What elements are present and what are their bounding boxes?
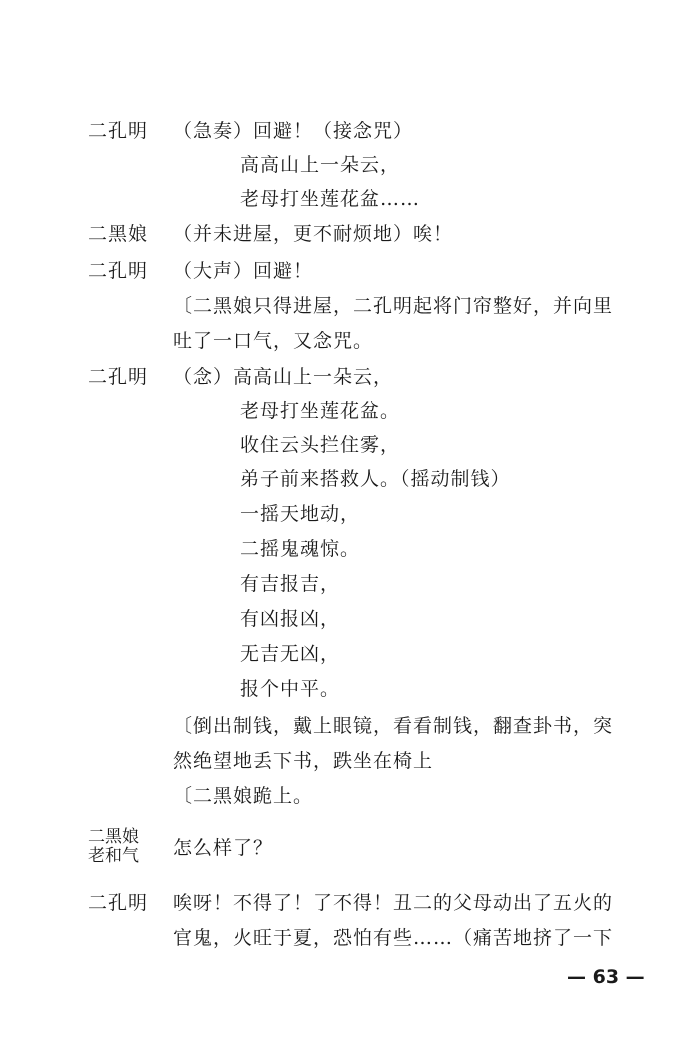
verse-line: 有吉报吉， [240, 573, 341, 595]
dialogue-line: 怎么样了？ [173, 837, 274, 859]
verse-line: 弟子前来搭救人。（摇动制钱） [240, 468, 511, 490]
verse-line: 报个中平。 [240, 678, 341, 700]
dialogue-line: 官鬼，火旺于夏，恐怕有些……（痛苦地挤了一下 [173, 927, 614, 949]
verse-line: 二摇鬼魂惊。 [240, 538, 361, 560]
speaker-name: 二孔明 [88, 366, 149, 388]
verse-line: 有凶报凶， [240, 608, 341, 630]
verse-line: 老母打坐莲花盆。 [240, 400, 401, 422]
verse-line: 老母打坐莲花盆…… [240, 188, 421, 210]
speaker-name: 二孔明 [88, 892, 149, 914]
stage-direction: 〔倒出制钱，戴上眼镜，看看制钱，翻查卦书，突 [173, 715, 614, 737]
verse-line: 收住云头拦住雾， [240, 434, 401, 456]
dialogue-line: （并未进屋，更不耐烦地）唉！ [173, 223, 454, 245]
verse-line: 高高山上一朵云， [240, 154, 401, 176]
stage-direction: 然绝望地丢下书，跌坐在椅上 [173, 750, 434, 772]
verse-line: 无吉无凶， [240, 643, 341, 665]
speaker-name: 二黑娘 [88, 223, 149, 245]
speaker-name: 二孔明 [88, 260, 149, 282]
dialogue-line: （念）高高山上一朵云， [173, 366, 394, 388]
stage-direction: 〔二黑娘只得进屋，二孔明起将门帘整好，并向里 [173, 295, 614, 317]
dialogue-line: （大声）回避！ [173, 260, 314, 282]
stage-direction: 〔二黑娘跪上。 [173, 785, 314, 807]
page-number: — 63 — [567, 966, 645, 988]
speaker-name: 二孔明 [88, 120, 149, 142]
speaker-name: 老和气 [88, 846, 139, 866]
dialogue-line: 唉呀！不得了！了不得！丑二的父母动出了五火的 [173, 892, 614, 914]
speaker-name: 二黑娘 [88, 827, 139, 847]
verse-line: 一摇天地动， [240, 503, 361, 525]
speaker-name-stack [88, 828, 139, 866]
stage-direction: 吐了一口气，又念咒。 [173, 330, 374, 352]
dialogue-line: （急奏）回避！（接念咒） [173, 120, 414, 142]
